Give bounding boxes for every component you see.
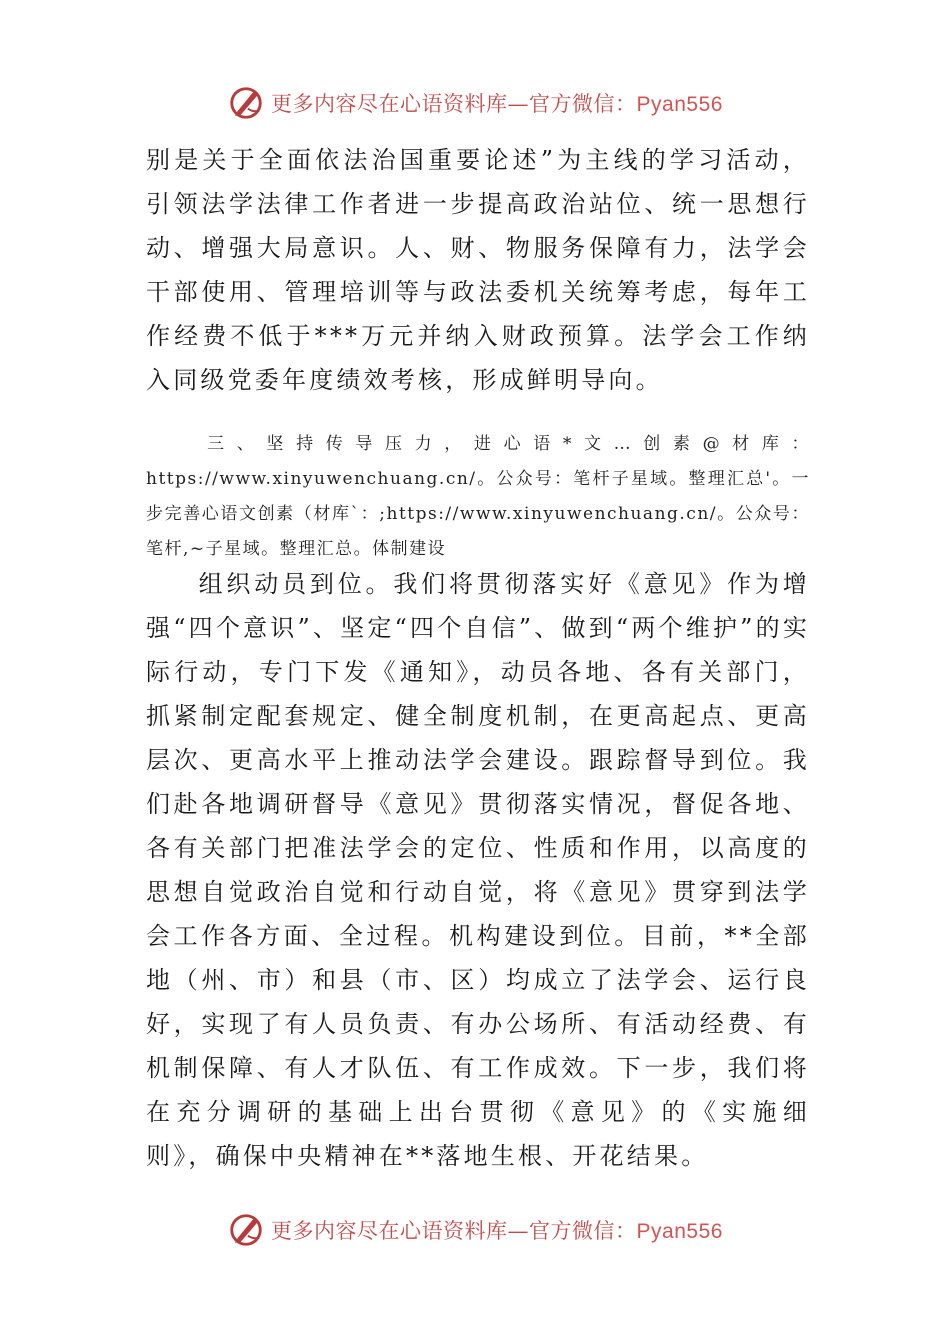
header-banner-handle: Pyan556 [636, 93, 723, 116]
footer-banner-separator: — [507, 1219, 530, 1243]
paragraph-3 [146, 562, 810, 1178]
pen-logo-icon [227, 1211, 265, 1249]
paragraph-3-text: 组织动员到位。我们将贯彻落实好《意见》作为增强“四个意识”、坚定“四个自信”、做到“两个维护”的实际行动，专门下发《通知》，动员各地、各有关部门，抓紧制定配套规定、健全制度机制，在更高起点、更高层次、更高水平上推动法学会建设。跟踪督导到位。我们赴各地调研督导《意见》贯彻落实情况，督促各地、各有关部门把准法学会的定位、性质和作用，以高度的思想自觉政治自觉和行动自觉，将《意见》贯穿到法学会工作各方面、全过程。机构建设到位。目前，**全部地（州、市）和县（市、区）均成立了法学会、运行良好，实现了有人员负责、有办公场所、有活动经费、有机制保障、有人才队伍、有工作成效。下一步，我们将在充分调研的基础上出台贯彻《意见》的《实施细则》，确保中央精神在**落地生根、开花结果。 [146, 570, 811, 1170]
footer-banner-handle: Pyan556 [636, 1220, 723, 1243]
paragraph-2-text: 三、坚持传导压力，进心语*文…创素@材库： https://www.xinyuwenchuang.cn/。公众号：笔杆子星域。整理汇总'。一步完善心语文创素（材库`：;https://www.xinyuwenchuang.cn/。公众号：笔杆,~子星域。整理汇总。体制建设 [146, 434, 810, 559]
paragraph-1: 别是关于全面依法治国重要论述”为主线的学习活动，引领法学法律工作者进一步提高政治站位、统一思想行动、增强大局意识。人、财、物服务保障有力，法学会干部使用、管理培训等与政法委机关统筹考虑，每年工作经费不低于***万元并纳入财政预算。法学会工作纳入同级党委年度绩效考核，形成鲜明导向。 [146, 146, 810, 394]
header-banner-suffix: 官方微信： [529, 92, 637, 116]
header-banner-title: 更多内容尽在心语资料库 [271, 92, 508, 116]
footer-banner-title: 更多内容尽在心语资料库 [271, 1219, 508, 1243]
pen-logo-icon [227, 84, 265, 122]
header-banner-separator: — [507, 92, 530, 116]
header-banner [0, 83, 950, 123]
paragraph-2 [146, 427, 810, 567]
header-banner-text [271, 88, 723, 118]
footer-banner [0, 1210, 950, 1250]
footer-banner-text [271, 1215, 723, 1245]
footer-banner-suffix: 官方微信： [529, 1219, 637, 1243]
